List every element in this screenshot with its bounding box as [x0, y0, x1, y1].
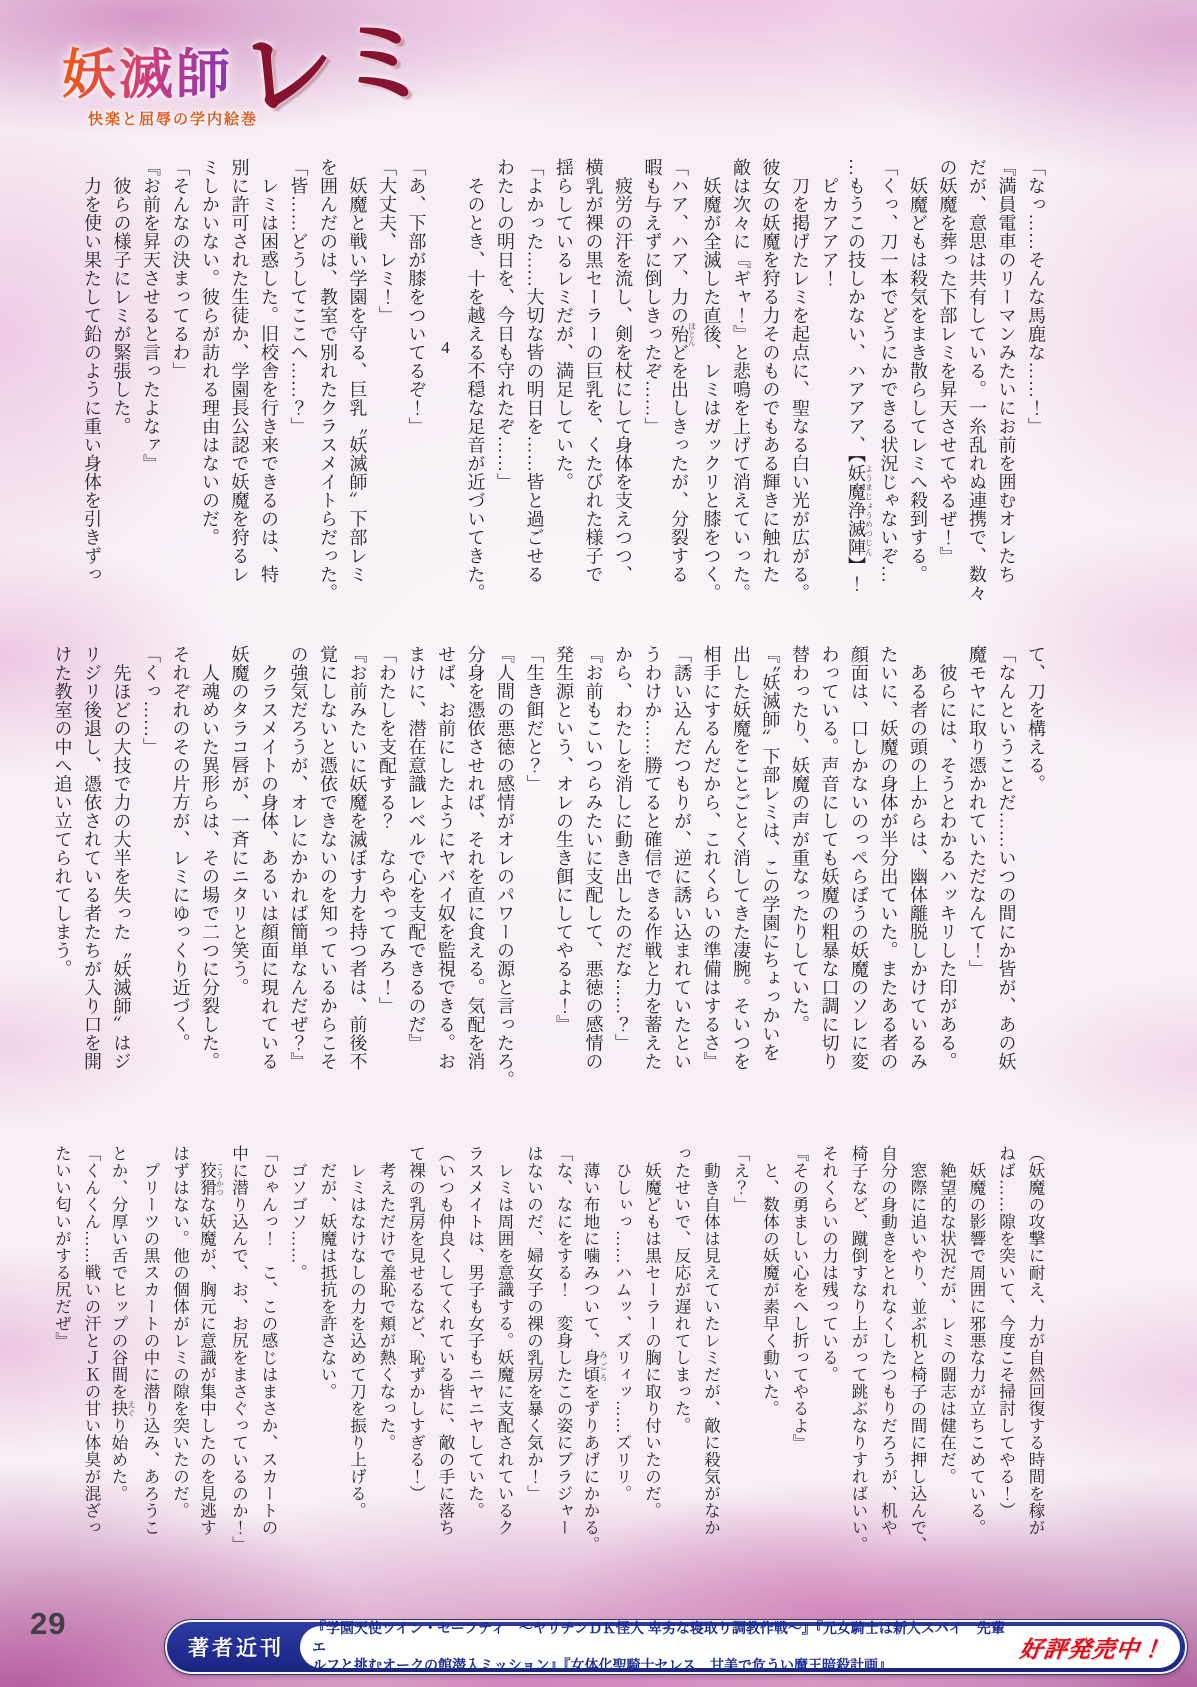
text-column: だが、意思は共有している。一糸乱れぬ連携で、数々 [967, 158, 987, 602]
text-column: 「よかった……大切な皆の明日を……皆と過ごせる [524, 158, 545, 584]
text-column: 「ハア、ハア、力の殆ほとんどを出しきったが、分裂する [669, 158, 697, 584]
text-column: 「くんくん……戦いの汗とＪＫの甘い体臭が混ざっ [82, 1145, 101, 1536]
text-column: 動き自体は見えていたレミだが、敵に殺気がなか [701, 1145, 721, 1536]
text-column: 『お前みたいに妖魔を滅ぼす力を持つ者は、前後不 [347, 645, 368, 1071]
text-column: 妖魔どもは殺気をまき散らしてレミへ殺到する。 [908, 158, 928, 584]
text-column: 考えただけで羞恥で頬が熱くなった。 [377, 1145, 396, 1451]
text-column: そのとき、十を越える不穏な足音が近づいてきた。 [465, 158, 486, 602]
text-column: ある者の頭の上からは、幽体離脱しかけているみ [908, 645, 928, 1071]
text-column: 敵は次々に『ギャ！』と悲鳴を上げて消えていった。 [731, 158, 751, 602]
text-column: 妖魔どもは黒セーラーの胸に取り付いたのだ。 [642, 1145, 662, 1519]
text-column: 「なんということだ……いつの間にか皆が、あの妖 [996, 645, 1017, 1071]
text-column: 「くっ……」 [141, 645, 161, 756]
text-column: 先ほどの大技で力の大半を失った〝妖滅師〟はジ [111, 645, 132, 1071]
text-column: 彼らの様子にレミが緊張した。 [111, 158, 132, 436]
footer-titles-line1: 『学園天使ツイン・セーフティ ～ヤリチンＤＫ怪人 卑劣な寝取り調教作戦～』『元女騎士は新人スパイ 先輩エ [312, 1619, 1005, 1655]
text-column: 薄い布地に噛みついて、身頃 みごろをずりあげにかかる。 [581, 1145, 608, 1553]
text-column: 『お前もこいつらみたいに支配して、悪徳の感情の [583, 645, 604, 1071]
text-column: …もうこの技しかない、ハアアア、【妖魔浄滅陣ようまじょうめつじん】！ [846, 158, 874, 593]
text-column: 妖魔と戦い学園を守る、巨乳〝妖滅師〟下部レミ [347, 158, 368, 584]
text-column: 暇も与えずに倒しきったぞ……」 [642, 158, 663, 436]
text-column: 覚にしないと憑依できないのを知っているからこそ [318, 645, 338, 1071]
text-column: だが、妖魔は抵抗を許さない。 [318, 1145, 337, 1400]
text-column: 相手にするんだから、これくらいの準備はするさ』 [701, 645, 722, 1071]
text-column: と、数体の妖魔が素早く動いた。 [760, 1145, 780, 1417]
footer-titles-line2: ルフと挑むオークの館潜入ミッション』『女体化聖騎士セレス 甘美で危うい魔王暗殺計画』 [312, 1657, 893, 1674]
text-column: 魔モヤに取り憑かれていただなんて！」 [967, 645, 987, 978]
footer-label: 著者近刊 [188, 1637, 284, 1660]
text-column: 「ひゃんっ！ こ、この感じはまさか、スカートの [259, 1145, 278, 1536]
text-column: 別に許可された生徒か、学園長公認で妖魔を狩るレ [229, 158, 250, 584]
text-column: 顔面は、口しかないのっぺらぼうの妖魔のソレに変 [849, 645, 869, 1071]
text-column: 「あ、下部が膝をついてるぞ！」 [406, 158, 427, 436]
text-column: 妖魔が全滅した直後、レミはガックリと膝をつく。 [701, 158, 722, 602]
text-column: の強気だろうが、オレにかかれば簡単なんだぜ？』 [288, 645, 309, 1071]
text-column: わっている。声音にしても妖魔の粗暴な口調に切り [819, 645, 840, 1071]
logo-subtitle: 快楽と屈辱の学内絵巻 [88, 112, 259, 129]
text-column: 妖魔のタラコ唇が、一斉にニタリと笑う。 [229, 645, 250, 997]
text-column: わたしの明日を、今日も守れたぞ……」 [495, 158, 515, 491]
text-column: ひしぃっ……ハムッ、ズリィッ……ズリリ。 [613, 1145, 632, 1502]
text-column: 疲労の汗を流し、剣を杖にして身体を支えつつ、 [613, 158, 633, 584]
text-column: たいに、妖魔の身体が半分出ていた。またある者の [878, 645, 899, 1071]
text-column: ピカアアア！ [819, 158, 840, 288]
text-column: の妖魔を葬った下部レミを昇天させてやるぜ！』 [937, 158, 958, 565]
text-column: 椅子など、蹴倒すなり上がって跳ぶなりすればいい。 [849, 1145, 868, 1553]
text-column: 「誘い込んだつもりが、逆に誘い込まれていたとい [672, 645, 692, 1071]
text-column: 「生き餌だと？」 [524, 645, 545, 793]
text-column: 人魂めいた異形らは、その場で二つに分裂した。 [200, 645, 220, 1071]
text-column: 揺らしているレミだが、満足していた。 [554, 158, 574, 491]
publisher-strip [165, 1620, 1187, 1674]
text-band-middle [45, 645, 1050, 1097]
text-column: 『お前を昇天させると言ったよなァ』 [141, 158, 161, 473]
page-number: 29 [30, 1606, 67, 1641]
text-column: 中に潜り込んで、お、お尻をまさぐっているのか！」 [229, 1145, 249, 1553]
text-column: レミは周囲を意識する。妖魔に支配されているク [495, 1145, 514, 1536]
footer-titles-panel [300, 1619, 1180, 1674]
text-column: レミは困惑した。旧校舎を行き来できるのは、特 [259, 158, 279, 584]
text-column: （妖魔の攻撃に耐え、力が自然回復する時間を稼が [1026, 1145, 1045, 1536]
on-sale-badge: 好評発売中！ [1018, 1635, 1166, 1662]
text-column: ゴソゴソ……。 [288, 1145, 308, 1281]
text-column: 『人間の悪徳の感情がオレのパワーの源と言ったろ。 [495, 645, 515, 1089]
text-column: 「皆……どうしてここへ……？」 [288, 158, 309, 436]
text-column: 「そんなの決まってるわ」 [170, 158, 191, 380]
text-column: 彼女の妖魔を狩る力そのものでもある輝きに触れた [760, 158, 781, 584]
text-column: 絶望的な状況だが、レミの闘志は健在だ。 [937, 1145, 957, 1485]
text-column: せば、お前にしたようにヤバイ奴を監視できる。お [436, 645, 456, 1071]
text-band-bottom [45, 1145, 1050, 1555]
text-column: 「な、なにをする！ 変身したこの姿にブラジャー [554, 1145, 573, 1536]
text-column: 妖魔の影響で周囲に邪悪な力が立ちこめている。 [967, 1145, 986, 1536]
text-column: とか、分厚い舌でヒップの谷間を抉 えぐり始めた。 [109, 1145, 136, 1502]
text-column: うわけか……勝てると確信できる作戦と力を蓄えた [642, 645, 663, 1071]
text-column: はないのだ、婦女子の裸の乳房を暴く気か！」 [524, 1145, 544, 1502]
text-column: 分身を憑依させれば、それを直に食える。気配を消 [465, 645, 486, 1071]
text-column: ねば……隙を突いて、今度こそ掃討してやる！） [996, 1145, 1016, 1519]
text-column: 出した妖魔をことごとく消してきた凄腕。そいつを [731, 645, 751, 1071]
text-column: 「え？」 [731, 1145, 750, 1213]
footer-book-titles [312, 1619, 1010, 1676]
text-column: それくらいの力は残っている。 [819, 1145, 839, 1383]
text-column: 自分の身動きをとれなくしたつもりだろうが、机や [878, 1145, 898, 1536]
text-column: クラスメイトの身体、あるいは顔面に現れている [259, 645, 279, 1071]
text-column: はずはない。他の個体がレミの隙を突いたのだ。 [170, 1145, 190, 1519]
text-column: 「なっ……そんな馬鹿な……！」 [1026, 158, 1046, 436]
text-band-top [45, 158, 1050, 606]
text-column: ったせいで、反応が遅れてしまった。 [672, 1145, 691, 1434]
text-column: を囲んだのは、教室で別れたクラスメイトらだった。 [318, 158, 338, 602]
text-column: 替わったり、妖魔の声が重なったりしていた。 [790, 645, 810, 1034]
text-column: て裸の乳房を見せるなど、恥ずかしすぎる！） [406, 1145, 426, 1502]
text-column: まけに、潜在意識レベルで心を支配できるのだ』 [406, 645, 427, 1052]
text-column: 刀を掲げたレミを起点に、聖なる白い光が広がる。 [790, 158, 810, 602]
text-column: レミはなけなしの力を込めて刀を振り上げる。 [347, 1145, 367, 1519]
text-column: 狡猾 こうかつな妖魔が、胸元に意識が集中したのを見逃す [197, 1162, 225, 1536]
text-column: 「大丈夫、レミ！」 [377, 158, 397, 325]
text-column: それぞれのその片方が、レミにゆっくり近づく。 [170, 645, 191, 1052]
logo-title-kanji: 妖滅師 [62, 26, 233, 102]
section-number: 4 [436, 338, 455, 358]
text-column: て、刀を構える。 [1026, 645, 1046, 793]
logo-title-name: レミ [233, 5, 436, 132]
series-logo [62, 5, 436, 132]
text-column: 『その勇ましい心をへし折ってやるよ』 [790, 1145, 809, 1451]
text-column: けた教室の中へ追い立てられてしまう。 [52, 645, 73, 978]
text-column: から、わたしを消しに動き出したのだな……？」 [613, 645, 633, 1052]
text-column: たいい匂いがする尻だぜ』 [52, 1145, 72, 1349]
text-column: （いつも仲良くしてくれている皆に、敵の手に落ち [436, 1145, 455, 1536]
text-column: リジリ後退し、憑依されている者たちが入り口を開 [82, 645, 102, 1071]
text-column: 力を使い果たして鉛のように重い身体を引きずっ [82, 158, 102, 584]
text-column: 「くっ、刀一本でどうにかできる状況じゃないぞ… [878, 158, 899, 584]
text-column: 『〝妖滅師〟下部レミは、この学園にちょっかいを [760, 645, 781, 1062]
text-column: 横乳が裸の黒セーラーの巨乳を、くたびれた様子で [583, 158, 604, 584]
text-column: 『満員電車のリーマンみたいにお前を囲むオレたち [996, 158, 1017, 584]
text-column: 彼らには、そうとわかるハッキリした印がある。 [937, 645, 958, 1071]
text-column: ラスメイトは、男子も女子もニヤニヤしていた。 [465, 1145, 485, 1519]
text-column: 窓際に追いやり、並ぶ机と椅子の間に押し込んで、 [908, 1145, 927, 1553]
text-column: ミしかいない。彼らが訪れる理由はないのだ。 [200, 158, 220, 547]
text-column: 「わたしを支配する？ ならやってみろ！」 [377, 645, 397, 1015]
text-column: 発生源という、オレの生き餌にしてやるよ！』 [554, 645, 574, 1034]
text-column: プリーツの黒スカートの中に潜り込み、あろうこ [141, 1145, 160, 1536]
